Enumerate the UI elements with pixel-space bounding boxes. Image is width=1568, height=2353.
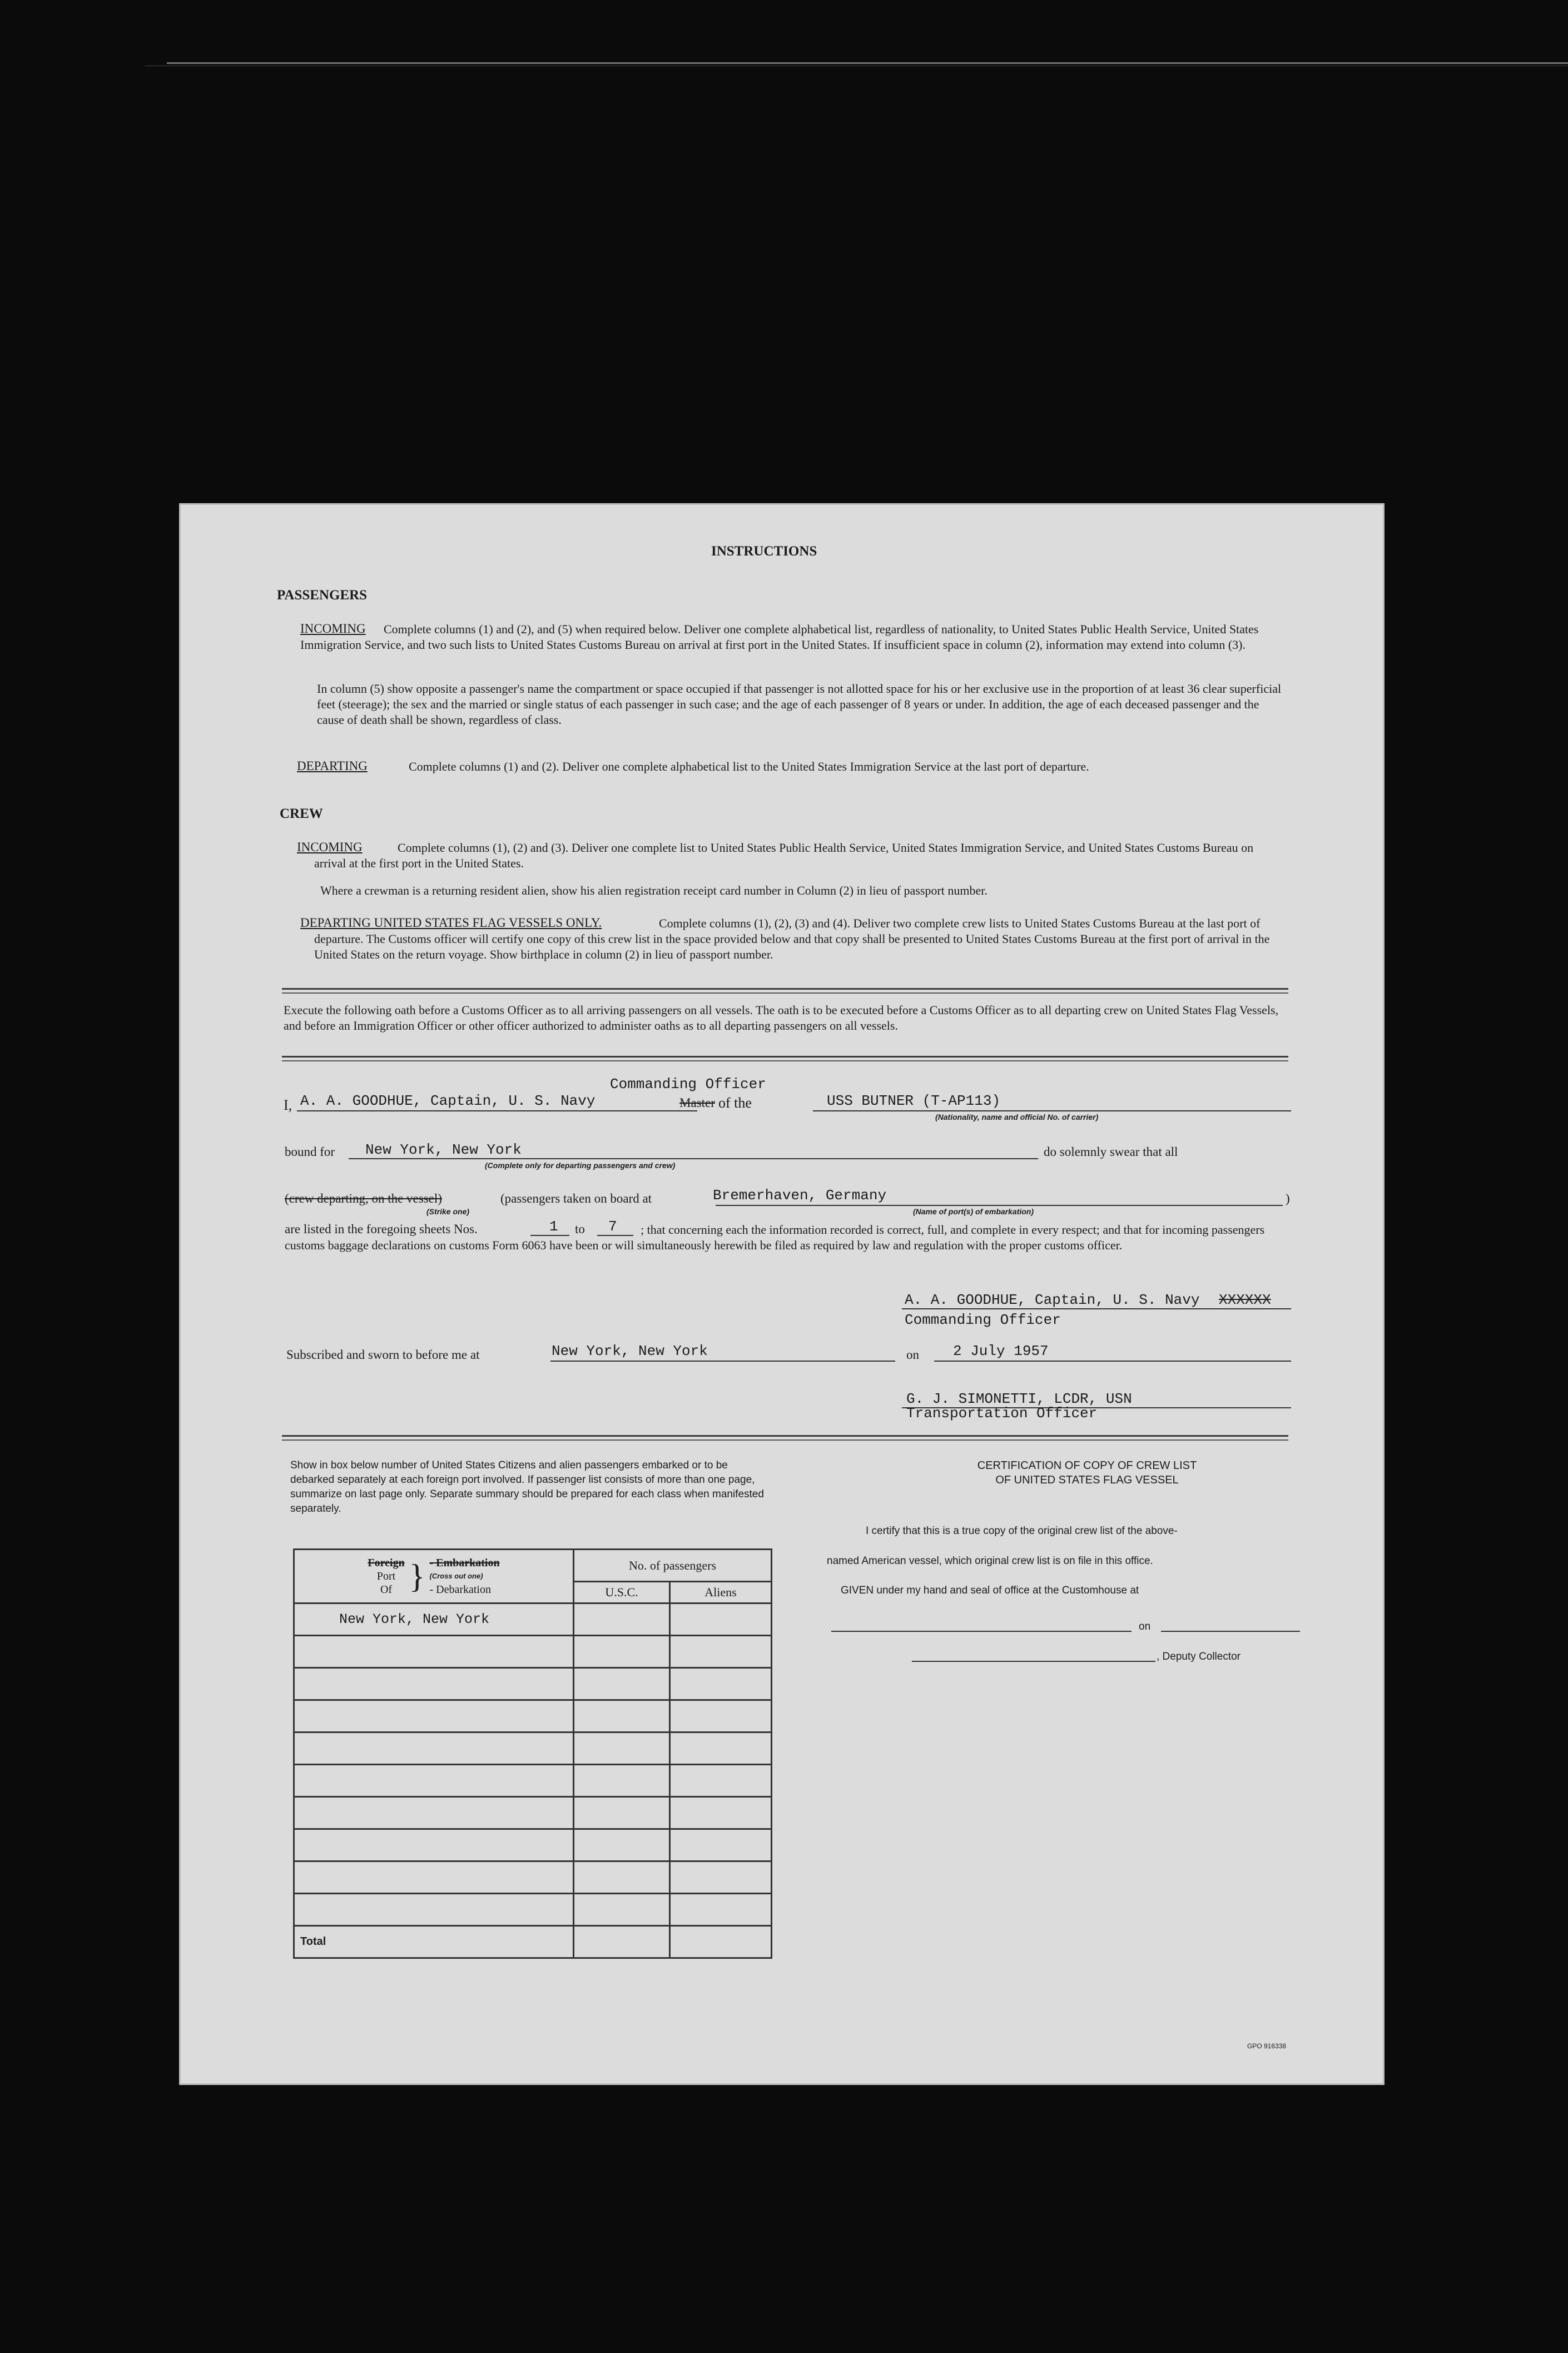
certification-title-1: CERTIFICATION OF COPY OF CREW LIST [977, 1460, 1197, 1472]
captain-name-line [297, 1110, 697, 1111]
sworn-date: 2 July 1957 [953, 1343, 1049, 1359]
certification-title-2: OF UNITED STATES FLAG VESSEL [995, 1474, 1179, 1486]
table-row [294, 1733, 772, 1765]
row-port [294, 1636, 574, 1668]
listed-prefix: are listed in the foregoing sheets Nos. [285, 1222, 478, 1236]
row-port: New York, New York [294, 1604, 574, 1636]
summary-header-row [294, 1550, 772, 1582]
crew-departing-label: DEPARTING UNITED STATES FLAG VESSELS ONLY. [300, 916, 602, 930]
deputy-collector-label: , Deputy Collector [1157, 1651, 1241, 1662]
swear-text: do solemnly swear that all [1044, 1145, 1178, 1159]
embarkation-port: Bremerhaven, Germany [713, 1187, 887, 1204]
total-aliens [670, 1926, 772, 1958]
bound-for-line [349, 1158, 1038, 1159]
row-usc [574, 1765, 670, 1797]
cross-out-note: (Cross out one) [429, 1572, 483, 1580]
passenger-summary-table [293, 1548, 772, 1959]
row-port [294, 1733, 574, 1765]
bound-for-destination: New York, New York [365, 1141, 522, 1158]
passengers-departing-label: DEPARTING [297, 759, 368, 773]
port-header-cell [294, 1550, 574, 1604]
row-usc [574, 1604, 670, 1636]
deputy-collector-line [912, 1661, 1155, 1662]
crew-heading: CREW [280, 806, 323, 821]
row-usc [574, 1636, 670, 1668]
port-of-label: Of [380, 1583, 393, 1596]
commanding-officer-title: Commanding Officer [610, 1076, 766, 1093]
oath-divider-thin [282, 1060, 1288, 1061]
bound-for-caption: (Complete only for departing passengers and crew) [485, 1161, 676, 1170]
section-divider-thin [282, 992, 1288, 994]
row-aliens [670, 1733, 772, 1765]
signature-name: A. A. GOODHUE, Captain, U. S. Navy [905, 1292, 1200, 1308]
row-aliens [670, 1797, 772, 1829]
signature-struck: XXXXXX [1219, 1292, 1271, 1308]
row-usc [574, 1894, 670, 1926]
aliens-header: Aliens [670, 1582, 772, 1604]
row-port [294, 1894, 574, 1926]
embarkation-struck: - Embarkation [429, 1557, 500, 1569]
row-usc [574, 1829, 670, 1861]
section-divider [282, 988, 1288, 990]
subscribed-place-line [550, 1361, 895, 1362]
row-usc [574, 1861, 670, 1894]
instructions-title: INSTRUCTIONS [711, 544, 817, 559]
gpo-number: GPO 916338 [1247, 2042, 1287, 2050]
scan-artifact-line [167, 62, 1568, 64]
table-row [294, 1861, 772, 1894]
table-row [294, 1700, 772, 1733]
total-label: Total [294, 1926, 574, 1958]
table-row [294, 1765, 772, 1797]
crew-incoming-label: INCOMING [297, 840, 363, 854]
row-usc [574, 1733, 670, 1765]
port-label: Port [376, 1570, 396, 1582]
row-aliens [670, 1668, 772, 1700]
sworn-date-line [934, 1361, 1291, 1362]
row-port [294, 1797, 574, 1829]
document-page [179, 503, 1385, 2085]
table-row [294, 1829, 772, 1861]
column5-text: In column (5) show opposite a passenger's name the compartment or space occupied if that passenger is not allotted space for his or her exclusive use in the proportion of at least 36 clear superficial feet (steerage); the sex and the married or single status of each passenger in such case; and the age of each passenger of 8 years or under. In addition, the age of each deceased passenger and the cause of death shall be shown, regardless of class. [317, 682, 1282, 727]
brace-symbol: } [409, 1558, 425, 1595]
closing-paren: ) [1286, 1192, 1290, 1205]
embarkation-port-line [716, 1205, 1283, 1206]
no-passengers-header: No. of passengers [574, 1550, 772, 1582]
certify-line-1: I certify that this is a true copy of the original crew list of the above- [866, 1525, 1178, 1537]
passengers-incoming-text: Complete columns (1) and (2), and (5) when required below. Deliver one complete alphabetical list, regardless of nationality, to United States Public Health Service, United States Immigration Service, and two such lists to United States Customs Bureau on arrival at first port in the United States. If insufficient space in column (2), information may extend into column (3). [300, 622, 1259, 652]
signature-title: Commanding Officer [905, 1312, 1061, 1328]
summary-divider-thin [282, 1439, 1288, 1441]
certification-on-label: on [1139, 1621, 1151, 1632]
oath-captain-name: A. A. GOODHUE, Captain, U. S. Navy [300, 1093, 596, 1109]
table-row [294, 1668, 772, 1700]
officer-title: Transportation Officer [906, 1405, 1098, 1422]
row-aliens [670, 1604, 772, 1636]
row-port [294, 1861, 574, 1894]
row-aliens [670, 1700, 772, 1733]
table-row [294, 1894, 772, 1926]
to-word: to [575, 1222, 585, 1236]
passengers-heading: PASSENGERS [277, 588, 368, 603]
row-aliens [670, 1861, 772, 1894]
row-port [294, 1668, 574, 1700]
crew-incoming-text: Complete columns (1), (2) and (3). Deliver one complete list to United States Public Health Service, United States Immigration Service, and United States Customs Bureau on arrival at the first port in the United States. [314, 841, 1254, 870]
row-aliens [670, 1636, 772, 1668]
foreign-struck: Foreign [368, 1557, 405, 1569]
signature-line [902, 1308, 1291, 1309]
subscribed-on-label: on [906, 1348, 919, 1362]
debarkation-label: - Debarkation [429, 1583, 491, 1596]
summary-instructions: Show in box below number of United States Citizens and alien passengers embarked or to be debarked separately at each foreign port involved. If passenger list consists of more than one page, summarize on last page only. Separate summary should be prepared for each class when manifested separately. [290, 1460, 764, 1515]
port-caption: (Name of port(s) of embarkation) [913, 1207, 1034, 1216]
certification-date-line [1161, 1631, 1300, 1632]
passengers-departing-text: Complete columns (1) and (2). Deliver one complete alphabetical list to the United States Immigration Service at the last port of departure. [409, 759, 1089, 773]
subscribed-place: New York, New York [552, 1343, 708, 1359]
vessel-name: USS BUTNER (T-AP113) [827, 1093, 1001, 1109]
sheet-to: 7 [608, 1218, 617, 1235]
row-usc [574, 1797, 670, 1829]
usc-header: U.S.C. [574, 1582, 670, 1604]
table-row [294, 1636, 772, 1668]
row-aliens [670, 1829, 772, 1861]
oath-intro-text: Execute the following oath before a Customs Officer as to all arriving passengers on all vessels. The oath is to be executed before a Customs Officer as to all departing crew on United States Flag Vessels, and before an Immigration Officer or other officer authorized to administer oaths as to all departing passengers on all vessels. [284, 1003, 1279, 1032]
listed-text: ; that concerning each the information recorded is correct, full, and complete in every respect; and that for incoming passengers customs baggage declarations on customs Form 6063 have been or will simultaneously herewith be filed as required by law and regulation with the proper customs officer. [285, 1223, 1265, 1252]
given-text: GIVEN under my hand and seal of office at the Customhouse at [841, 1585, 1139, 1596]
oath-of-the: of the [718, 1095, 752, 1111]
row-port [294, 1765, 574, 1797]
row-usc [574, 1700, 670, 1733]
strike-options: (crew departing, on the vessel) [285, 1192, 442, 1205]
officer-name: G. J. SIMONETTI, LCDR, USN [906, 1391, 1132, 1407]
master-struck: Master [679, 1096, 715, 1110]
row-usc [574, 1668, 670, 1700]
strike-caption: (Strike one) [426, 1207, 470, 1216]
passengers-incoming-label: INCOMING [300, 622, 366, 636]
oath-divider [282, 1056, 1288, 1058]
vessel-caption: (Nationality, name and official No. of carrier) [935, 1113, 1099, 1121]
sheet-from: 1 [549, 1218, 558, 1235]
row-aliens [670, 1894, 772, 1926]
subscribed-label: Subscribed and sworn to before me at [286, 1348, 480, 1362]
total-usc [574, 1926, 670, 1958]
vessel-name-line [813, 1110, 1291, 1111]
certify-line-2: named American vessel, which original crew list is on file in this office. [827, 1555, 1153, 1567]
summary-divider [282, 1435, 1288, 1437]
bound-for-label: bound for [285, 1145, 335, 1159]
customhouse-line [831, 1631, 1132, 1632]
total-row [294, 1926, 772, 1958]
row-port [294, 1700, 574, 1733]
row-aliens [670, 1765, 772, 1797]
passengers-taken-text: (passengers taken on board at [500, 1192, 652, 1205]
oath-i-prefix: I, [284, 1097, 292, 1113]
row-port [294, 1829, 574, 1861]
table-row [294, 1604, 772, 1636]
crew-resident-text: Where a crewman is a returning resident alien, show his alien registration receipt card number in Column (2) in lieu of passport number. [320, 883, 988, 897]
crew-departing-text: Complete columns (1), (2), (3) and (4). Deliver two complete crew lists to United States Customs Bureau at the last port of departure. The Customs officer will certify one copy of this crew list in the space provided below and that copy shall be presented to United States Customs Bureau at the first port of arrival in the United States on the return voyage. Show birthplace in column (2) in lieu of passport number. [314, 916, 1270, 961]
table-row [294, 1797, 772, 1829]
